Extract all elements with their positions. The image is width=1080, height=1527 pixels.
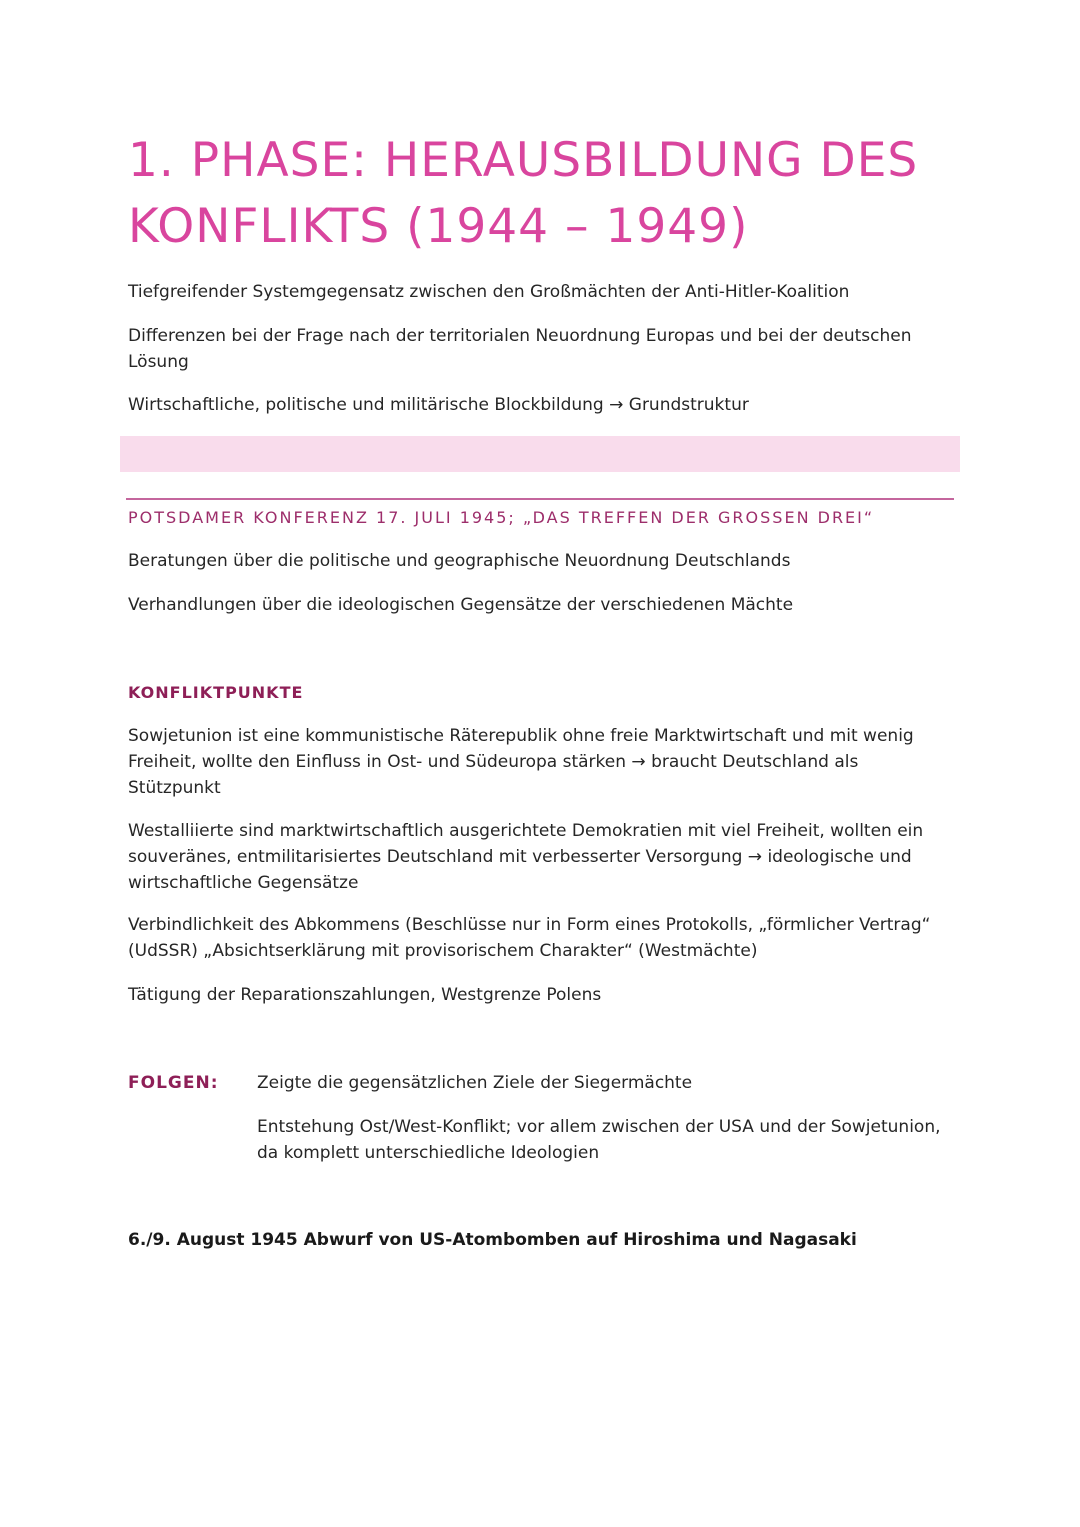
konfliktpunkt-4: Tätigung der Reparationszahlungen, Westgrenze Polens (128, 985, 602, 1005)
section-divider (126, 498, 954, 500)
potsdam-point-1: Beratungen über die politische und geographische Neuordnung Deutschlands (128, 551, 791, 571)
event-line: 6./9. August 1945 Abwurf von US-Atombomben auf Hiroshima und Nagasaki (128, 1230, 857, 1250)
intro-paragraph-1: Tiefgreifender Systemgegensatz zwischen den Großmächten der Anti-Hitler-Koalition (128, 282, 850, 302)
konfliktpunkt-3: Verbindlichkeit des Abkommens (Beschlüsse nur in Form eines Protokolls, „förmlicher Vertrag“ (UdSSR) „Absichtserklärung mit provisorischem Charakter“ (Westmächte) (128, 915, 931, 961)
folgen-point-1: Zeigte die gegensätzlichen Ziele der Siegermächte (257, 1073, 693, 1093)
highlight-band (120, 436, 960, 472)
page-title-line-1: 1. PHASE: HERAUSBILDUNG DES (128, 133, 919, 188)
intro-paragraph-2: Differenzen bei der Frage nach der territorialen Neuordnung Europas und bei der deutschen Lösung (128, 326, 912, 372)
folgen-point-2: Entstehung Ost/West-Konflikt; vor allem zwischen der USA und der Sowjetunion, da komplett unterschiedliche Ideologien (257, 1117, 941, 1163)
page-title-line-2: KONFLIKTS (1944 – 1949) (128, 199, 749, 254)
intro-paragraph-3: Wirtschaftliche, politische und militärische Blockbildung → Grundstruktur (128, 395, 749, 415)
folgen-label: FOLGEN: (128, 1073, 219, 1093)
konfliktpunkte-heading: KONFLIKTPUNKTE (128, 683, 304, 702)
potsdam-heading: POTSDAMER KONFERENZ 17. JULI 1945; „DAS TREFFEN DER GROSSEN DREI“ (128, 508, 875, 527)
konfliktpunkt-2: Westalliierte sind marktwirtschaftlich ausgerichtete Demokratien mit viel Freiheit, wollten ein souveränes, entmilitarisiertes Deutschland mit verbesserter Versorgung → ideologische und wirtschaftliche Gegensätze (128, 821, 924, 893)
page-title (128, 128, 968, 260)
konfliktpunkt-1: Sowjetunion ist eine kommunistische Räterepublik ohne freie Marktwirtschaft und mit wenig Freiheit, wollte den Einfluss in Ost- und Südeuropa stärken → braucht Deutschland als Stützpunkt (128, 726, 914, 798)
potsdam-point-2: Verhandlungen über die ideologischen Gegensätze der verschiedenen Mächte (128, 595, 794, 615)
